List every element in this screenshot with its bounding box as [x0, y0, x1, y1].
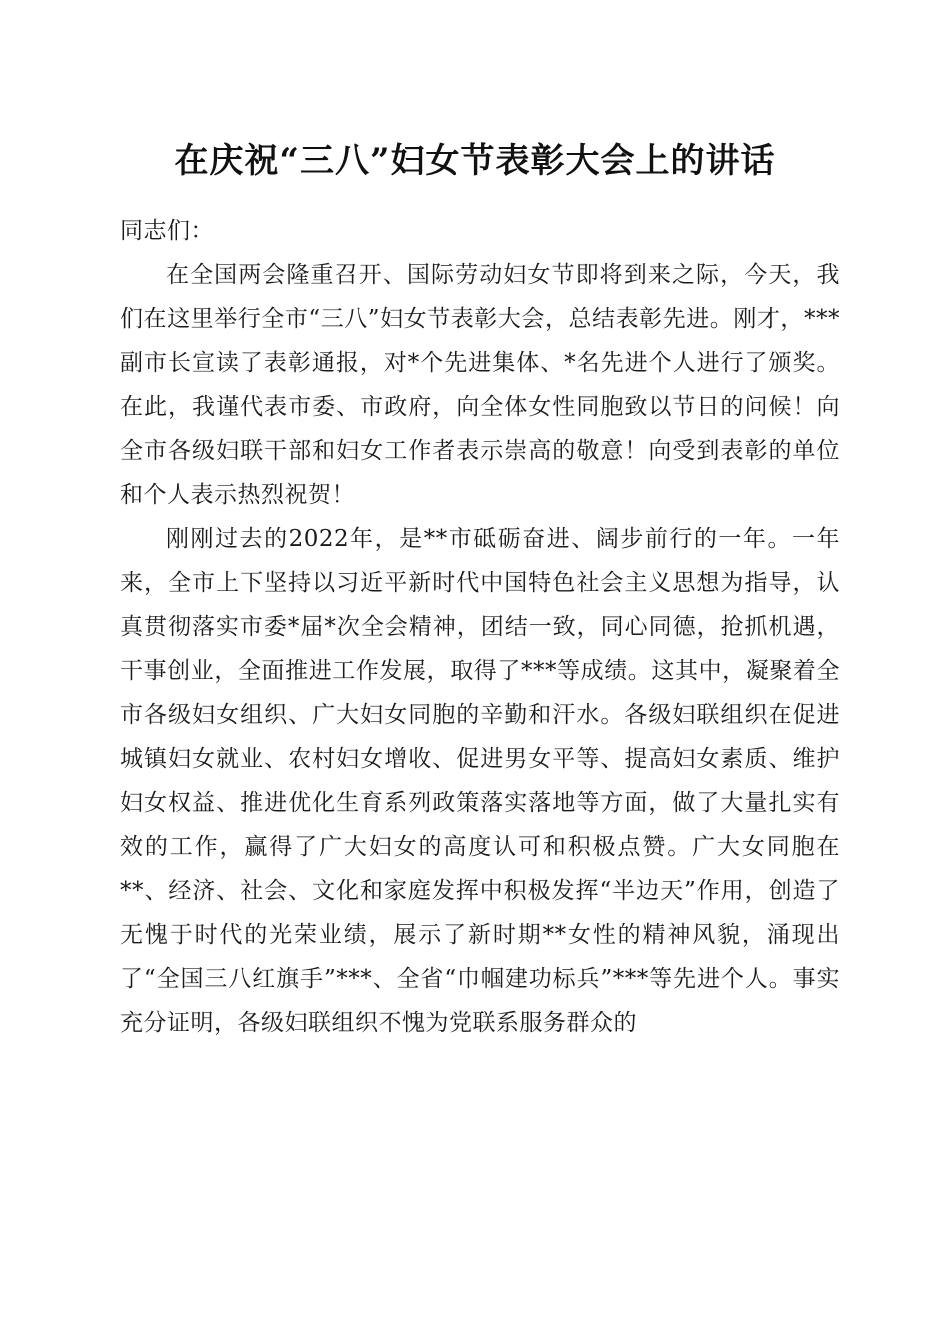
paragraph-1: 在全国两会隆重召开、国际劳动妇女节即将到来之际，今天，我们在这里举行全市“三八”妇女节表彰大会，总结表彰先进。刚才，***副市长宣读了表彰通报，对*个先进集体、*名先进个人进行了颁奖。在此，我谨代表市委、市政府，向全体女性同胞致以节日的问候！向全市各级妇联干部和妇女工作者表示崇高的敬意！向受到表彰的单位和个人表示热烈祝贺！ — [120, 262, 840, 508]
document-body — [120, 209, 840, 1045]
document-title: 在庆祝“三八”妇女节表彰大会上的讲话 — [174, 141, 776, 181]
paragraph-2: 刚刚过去的2022年，是**市砥砺奋进、阔步前行的一年。一年来，全市上下坚持以习近平新时代中国特色社会主义思想为指导，认真贯彻落实市委*届*次全会精神，团结一致，同心同德，抢抓机遇，干事创业，全面推进工作发展，取得了***等成绩。这其中，凝聚着全市各级妇女组织、广大妇女同胞的辛勤和汗水。各级妇联组织在促进城镇妇女就业、农村妇女增收、促进男女平等、提高妇女素质、维护妇女权益、推进优化生育系列政策落实落地等方面，做了大量扎实有效的工作，赢得了广大妇女的高度认可和积极点赞。广大女同胞在**、经济、社会、文化和家庭发挥中积极发挥“半边天”作用，创造了无愧于时代的光荣业绩，展示了新时期**女性的精神风貌，涌现出了“全国三八红旗手”***、全省“巾帼建功标兵”***等先进个人。事实充分证明，各级妇联组织不愧为党联系服务群众的 — [120, 526, 840, 1036]
salutation: 同志们： — [120, 218, 214, 244]
